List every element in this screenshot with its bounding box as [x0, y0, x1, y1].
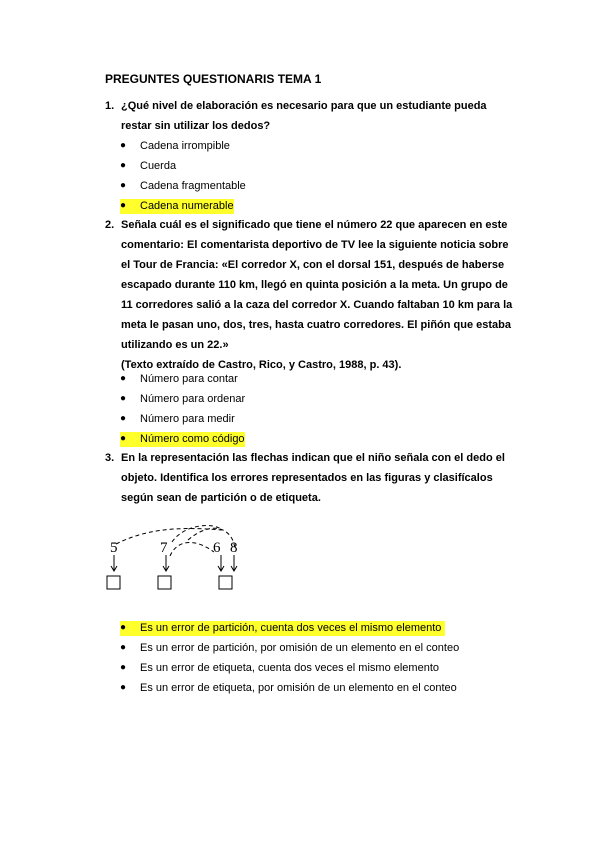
option-item [120, 176, 246, 196]
option-item [120, 409, 245, 429]
question-number: 2. [105, 219, 115, 231]
dashed-arc [188, 528, 235, 550]
bullet-icon: ● [120, 682, 127, 693]
bullet-icon: ● [120, 140, 127, 151]
question-line: En la representación las flechas indican que el niño señala con el dedo el [121, 452, 505, 464]
option-item-highlighted [120, 429, 245, 449]
question-3 [105, 448, 517, 508]
question-3-options [120, 618, 459, 698]
question-line: según sean de partición o de etiqueta. [121, 492, 321, 504]
option-item [120, 678, 459, 698]
question-2 [105, 215, 517, 375]
option-text: Cuerda [140, 160, 177, 172]
option-text: Número para contar [140, 373, 238, 385]
option-item [120, 136, 246, 156]
question-line: ¿Qué nivel de elaboración es necesario para que un estudiante pueda [121, 100, 487, 112]
option-text: Es un error de partición, por omisión de un elemento en el conteo [140, 642, 460, 654]
bullet-icon: ● [120, 413, 127, 424]
bullet-icon: ● [120, 393, 127, 404]
page-title: PREGUNTES QUESTIONARIS TEMA 1 [105, 72, 322, 86]
dashed-arc [170, 542, 214, 556]
question-number: 3. [105, 452, 115, 464]
option-text: Es un error de etiqueta, cuenta dos veces el mismo elemento [140, 662, 439, 674]
bullet-icon: ● [120, 622, 127, 633]
question-number: 1. [105, 100, 115, 112]
question-line: restar sin utilizar los dedos? [121, 120, 271, 132]
question-line: escapado durante 110 km, llegó en quinta posición a la meta. Un grupo de [121, 279, 508, 291]
option-text: Es un error de etiqueta, por omisión de un elemento en el conteo [140, 682, 457, 694]
question-line: meta le pasan uno, dos, tres, hasta cuatro corredores. El piñón que estaba [121, 319, 511, 331]
question-1-options [120, 136, 246, 216]
question-line: (Texto extraído de Castro, Rico, y Castro, 1988, p. 43). [121, 359, 402, 371]
option-text: Es un error de partición, cuenta dos veces el mismo elemento [140, 622, 442, 634]
question-1 [105, 96, 517, 136]
count-label: 7 [160, 540, 168, 556]
question-line: utilizando es un 22.» [121, 339, 229, 351]
question-line: comentario: El comentarista deportivo de TV lee la siguiente noticia sobre [121, 239, 509, 251]
bullet-icon: ● [120, 373, 127, 384]
counting-error-figure [104, 522, 254, 602]
bullet-icon: ● [120, 662, 127, 673]
option-text: Número como código [140, 433, 245, 445]
question-line: Señala cuál es el significado que tiene el número 22 que aparecen en este [121, 219, 508, 231]
object-square [107, 576, 120, 589]
option-text: Cadena irrompible [140, 140, 230, 152]
question-line: 11 corredores salió a la caza del corredor X. Cuando faltaban 10 km para la [121, 299, 513, 311]
bullet-icon: ● [120, 642, 127, 653]
count-label: 5 [110, 540, 118, 556]
option-text: Número para medir [140, 413, 235, 425]
option-item-highlighted [120, 618, 459, 638]
bullet-icon: ● [120, 160, 127, 171]
option-item [120, 389, 245, 409]
question-line: objeto. Identifica los errores representados en las figuras y clasifícalos [121, 472, 493, 484]
option-item-highlighted [120, 196, 246, 216]
option-item [120, 156, 246, 176]
question-2-options [120, 369, 245, 449]
question-text [121, 215, 517, 375]
question-text [121, 96, 517, 136]
option-text: Cadena numerable [140, 200, 234, 212]
object-square [158, 576, 171, 589]
dashed-arc [116, 529, 222, 544]
bullet-icon: ● [120, 433, 127, 444]
question-line: el Tour de Francia: «El corredor X, con el dorsal 151, después de haberse [121, 259, 505, 271]
option-item [120, 369, 245, 389]
option-item [120, 658, 459, 678]
count-label: 8 [230, 540, 238, 556]
question-text [121, 448, 517, 508]
option-item [120, 638, 459, 658]
count-label: 6 [213, 540, 221, 556]
option-text: Cadena fragmentable [140, 180, 246, 192]
option-text: Número para ordenar [140, 393, 246, 405]
object-square [219, 576, 232, 589]
bullet-icon: ● [120, 200, 127, 211]
bullet-icon: ● [120, 180, 127, 191]
